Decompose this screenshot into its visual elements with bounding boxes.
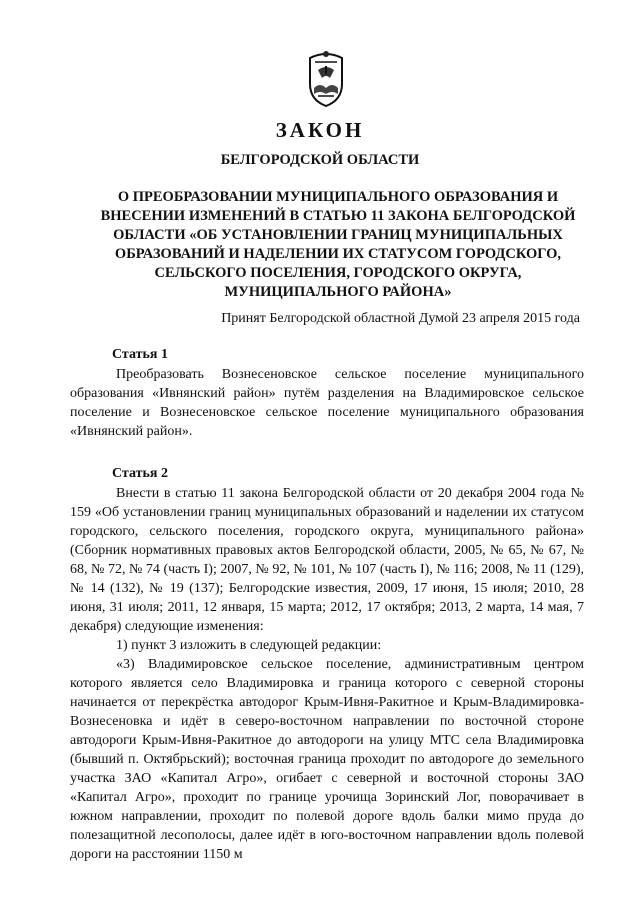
article-1-body bbox=[70, 365, 584, 441]
document-title: ЗАКОН bbox=[275, 118, 365, 142]
article-2-paragraph-1: Внести в статью 11 закона Белгородской области от 20 декабря 2004 года № 159 «Об установлении границ муниципальных образований и наделении их статусом городского, сельского поселения, городского округа, муниципального района» (Сборник нормативных правовых актов Белгородской области, 2005, № 65, № 67, № 68, № 72, № 74 (часть I); 2007, № 92, № 101, № 107 (часть I), № 116; 2008, № 11 (129), № 14 (132), № 19 (137); Белгородские известия, 2009, 17 июня, 15 июля; 2010, 28 июня, 31 июля; 2011, 12 января, 15 марта; 2012, 17 октября; 2013, 2 марта, 14 мая, 7 декабря) следующие изменения: bbox=[70, 486, 584, 634]
adoption-note: Принят Белгородской областной Думой 23 апреля 2015 года bbox=[221, 311, 580, 326]
article-1-text: Преобразовать Вознесеновское сельское поселение муниципального образования «Ивнянский район» путём разделения на Владимировское сельское поселение и Вознесеновское сельское поселение муниципального образования «Ивнянский район». bbox=[70, 367, 584, 439]
article-1-heading: Статья 1 bbox=[112, 347, 168, 362]
article-2-body bbox=[70, 484, 584, 864]
article-2-heading: Статья 2 bbox=[112, 466, 168, 481]
document-subject: О ПРЕОБРАЗОВАНИИ МУНИЦИПАЛЬНОГО ОБРАЗОВАНИЯ И ВНЕСЕНИИ ИЗМЕНЕНИЙ В СТАТЬЮ 11 ЗАКОНА БЕЛГОРОДСКОЙ ОБЛАСТИ «ОБ УСТАНОВЛЕНИИ ГРАНИЦ МУНИЦИПАЛЬНЫХ ОБРАЗОВАНИЙ И НАДЕЛЕНИИ ИХ СТАТУСОМ ГОРОДСКОГО, СЕЛЬСКОГО ПОСЕЛЕНИЯ, ГОРОДСКОГО ОКРУГА, МУНИЦИПАЛЬНОГО РАЙОНА» bbox=[100, 189, 576, 300]
document-region: БЕЛГОРОДСКОЙ ОБЛАСТИ bbox=[220, 152, 420, 168]
coat-of-arms-icon bbox=[300, 48, 352, 110]
article-2-paragraph-2: 1) пункт 3 изложить в следующей редакции: bbox=[116, 638, 382, 653]
article-2-paragraph-3: «3) Владимировское сельское поселение, административным центром которого является село Владимировка и граница которого с северной стороны начинается от перекрёстка автодорог Крым-Ивня-Ракитное и Крым-Владимировка-Вознесеновка и идёт в северо-восточном направлении по восточной стороне автодороги Крым-Ивня-Ракитное до автодороги на улицу МТС села Владимировка (бывший п. Октябрьский); восточная граница проходит по автодороге до земельного участка ЗАО «Капитал Агро», огибает с северной и восточной стороны ЗАО «Капитал Агро», проходит по границе урочища Зоринский Лог, поворачивает в южном направлении, проходит по полевой дороге вдоль балки мимо пруда до полезащитной лесополосы, далее идёт в юго-восточном направлении вдоль полевой дороги на расстоянии 1150 м bbox=[70, 657, 584, 862]
